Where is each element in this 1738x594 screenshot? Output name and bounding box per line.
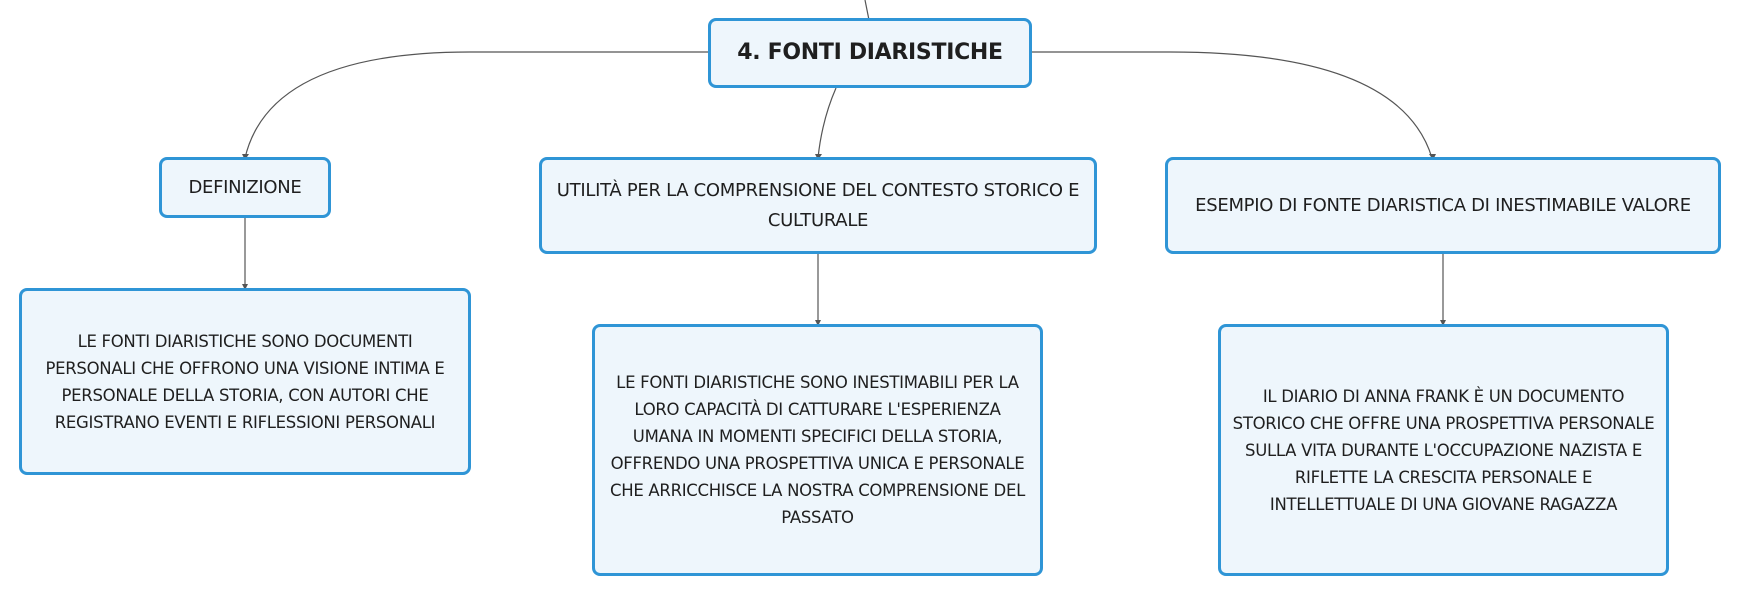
branch-node-esempio[interactable] [1165, 157, 1721, 254]
main-topic-label: 4. FONTI DIARISTICHE [737, 40, 1003, 65]
detail-text-esempio: IL DIARIO DI ANNA FRANK È UN DOCUMENTO STORICO CHE OFFRE UNA PROSPETTIVA PERSONALE SULLA VITA DURANTE L'OCCUPAZIONE NAZISTA E RIFLETTE LA CRESCITA PERSONALE E INTELLETTUALE DI UNA GIOVANE RAGAZZA [1232, 386, 1655, 514]
branch-node-definizione[interactable] [159, 157, 331, 218]
detail-node-esempio[interactable] [1218, 324, 1669, 576]
detail-node-utilita[interactable] [592, 324, 1043, 576]
branch-label-utilita: UTILITÀ PER LA COMPRENSIONE DEL CONTESTO STORICO E CULTURALE [556, 179, 1080, 231]
detail-text-definizione: LE FONTI DIARISTICHE SONO DOCUMENTI PERSONALI CHE OFFRONO UNA VISIONE INTIMA E PERSONALE DELLA STORIA, CON AUTORI CHE REGISTRANO EVENTI E RIFLESSIONI PERSONALI [45, 331, 445, 432]
connector-main-utilita [818, 88, 836, 158]
connector-parent [865, 0, 869, 20]
detail-node-definizione[interactable] [19, 288, 471, 475]
branch-label-esempio: ESEMPIO DI FONTE DIARISTICA DI INESTIMABILE VALORE [1195, 194, 1691, 216]
detail-text-utilita: LE FONTI DIARISTICHE SONO INESTIMABILI PER LA LORO CAPACITÀ DI CATTURARE L'ESPERIENZA UMANA IN MOMENTI SPECIFICI DELLA STORIA, OFFRENDO UNA PROSPETTIVA UNICA E PERSONALE CHE ARRICCHISCE LA NOSTRA COMPRENSIONE DEL PASSATO [610, 373, 1025, 527]
main-topic-node[interactable] [708, 18, 1032, 88]
branch-node-utilita[interactable] [539, 157, 1097, 254]
branch-label-definizione: DEFINIZIONE [188, 176, 302, 198]
connector-main-esempio [1030, 52, 1432, 158]
connector-main-definizione [245, 52, 710, 158]
